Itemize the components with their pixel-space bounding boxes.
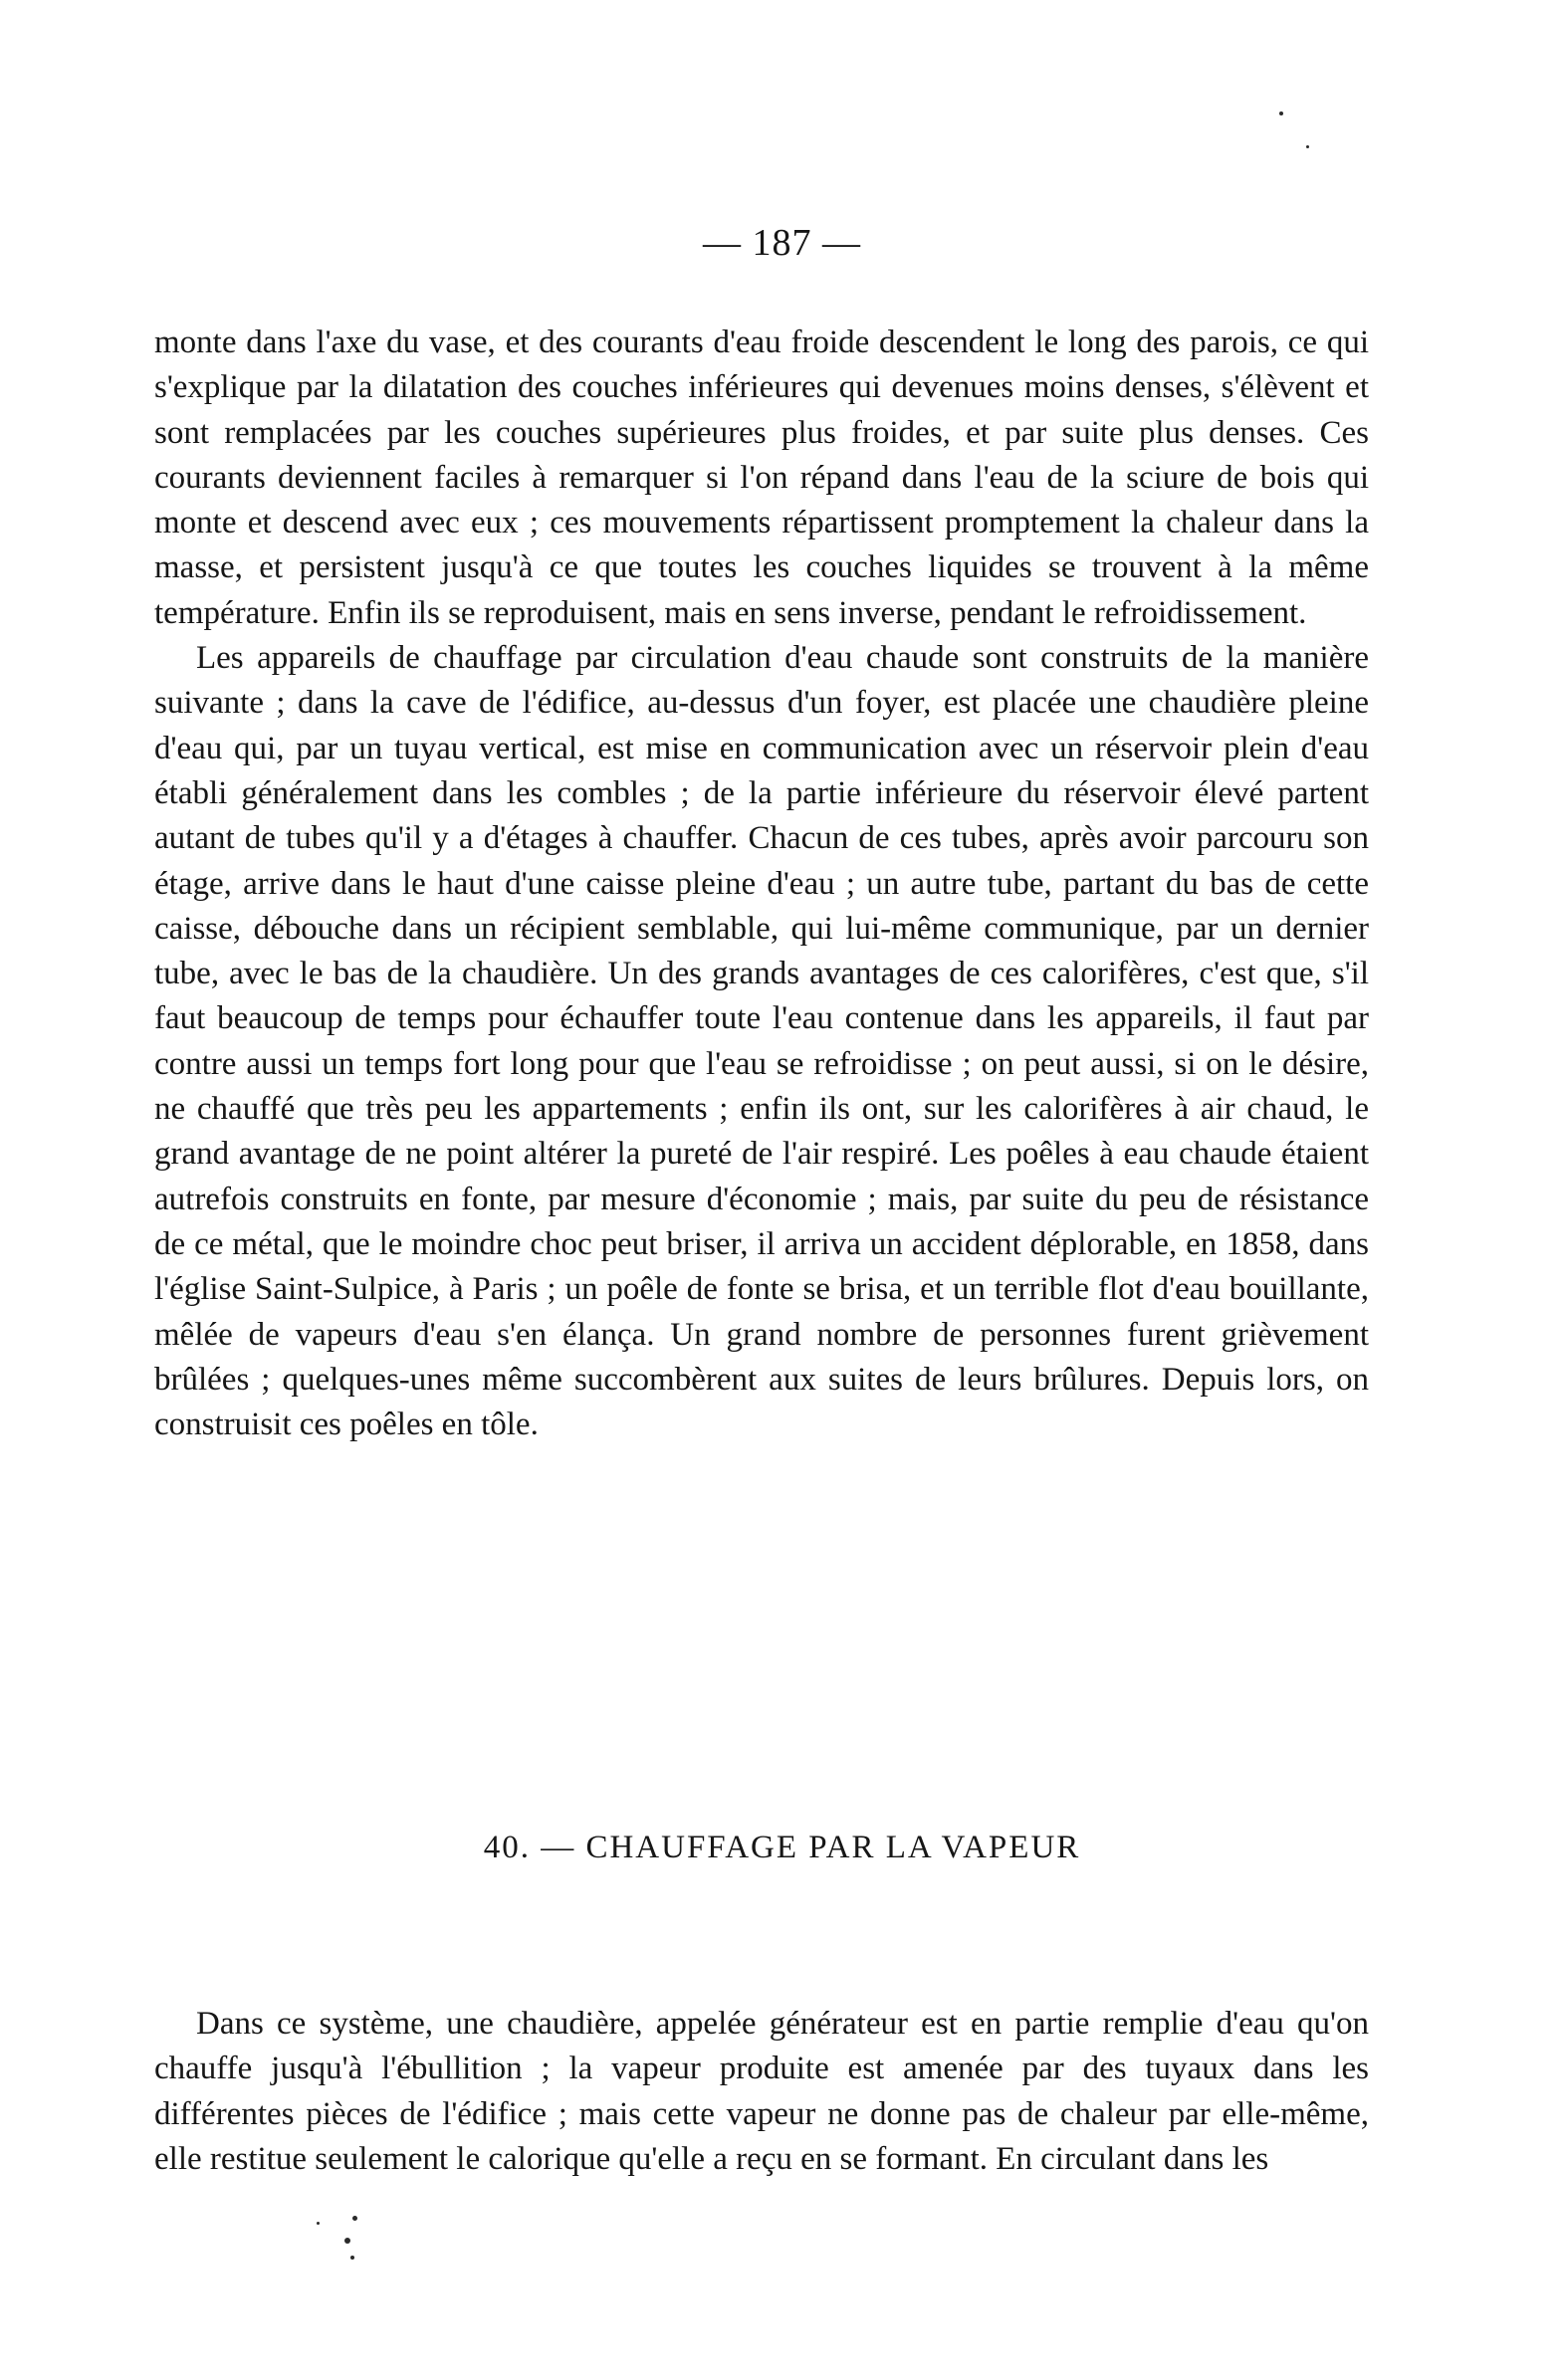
paragraph-continued: monte dans l'axe du vase, et des courants d'eau froide descendent le long des parois, ce qui s'explique par la dilatation des couches inférieures qui devenues moins denses, s'élèvent et sont remplacées par les couches supérieures plus froides, et par suite plus denses. Ces courants deviennent faciles à remarquer si l'on répand dans l'eau de la sciure de bois qui monte et descend avec eux ; ces mouvements répartissent promptement la chaleur dans la masse, et persistent jusqu'à ce que toutes les couches liquides se trouvent à la même température. Enfin ils se reproduisent, mais en sens inverse, pendant le refroidissement. — [154, 325, 1369, 631]
body-text-bottom — [154, 2002, 1369, 2182]
scan-speck — [317, 2222, 320, 2225]
paragraph-hot-water-heating: Les appareils de chauffage par circulation d'eau chaude sont construits de la manière suivante ; dans la cave de l'édifice, au-dessus d'un foyer, est placée une chaudière pleine d'eau qui, par un tuyau vertical, est mise en communication avec un réservoir plein d'eau établi généralement dans les combles ; de la partie inférieure du réservoir élevé partent autant de tubes qu'il y a d'étages à chauffer. Chacun de ces tubes, après avoir parcouru son étage, arrive dans le haut d'une caisse pleine d'eau ; un autre tube, partant du bas de cette caisse, débouche dans un récipient semblable, qui lui-même communique, par un dernier tube, avec le bas de la chaudière. Un des grands avantages de ces calorifères, c'est que, s'il faut beaucoup de temps pour échauffer toute l'eau contenue dans les appareils, il faut par contre aussi un temps fort long pour que l'eau se refroidisse ; on peut aussi, si on le désire, ne chauffé que très peu les appartements ; enfin ils ont, sur les calorifères à air chaud, le grand avantage de ne point altérer la pureté de l'air respiré. Les poêles à eau chaude étaient autrefois construits en fonte, par mesure d'économie ; mais, par suite du peu de résistance de ce métal, que le moindre choc peut briser, il arriva un accident déplorable, en 1858, dans l'église Saint-Sulpice, à Paris ; un poêle de fonte se brisa, et un terrible flot d'eau bouillante, mêlée de vapeurs d'eau s'en élança. Un grand nombre de personnes furent grièvement brûlées ; quelques-unes même succombèrent aux suites de leurs brûlures. Depuis lors, on construisit ces poêles en tôle. — [154, 640, 1369, 1443]
paragraph-steam-heating: Dans ce système, une chaudière, appelée générateur est en partie remplie d'eau qu'on chauffe jusqu'à l'ébullition ; la vapeur produite est amenée par des tuyaux dans les différentes pièces de l'édifice ; mais cette vapeur ne donne pas de chaleur par elle-même, elle restitue seulement le calorique qu'elle a reçu en se formant. En circulant dans les — [154, 2006, 1369, 2177]
scan-speck — [344, 2238, 350, 2244]
scan-speck — [1279, 111, 1283, 115]
page-number: — 187 — — [703, 222, 861, 264]
scan-speck — [352, 2216, 357, 2221]
scan-speck — [350, 2256, 354, 2260]
section-heading: 40. — CHAUFFAGE PAR LA VAPEUR — [483, 1830, 1081, 1865]
scan-speck — [1306, 145, 1309, 148]
body-text-top — [154, 321, 1369, 1447]
